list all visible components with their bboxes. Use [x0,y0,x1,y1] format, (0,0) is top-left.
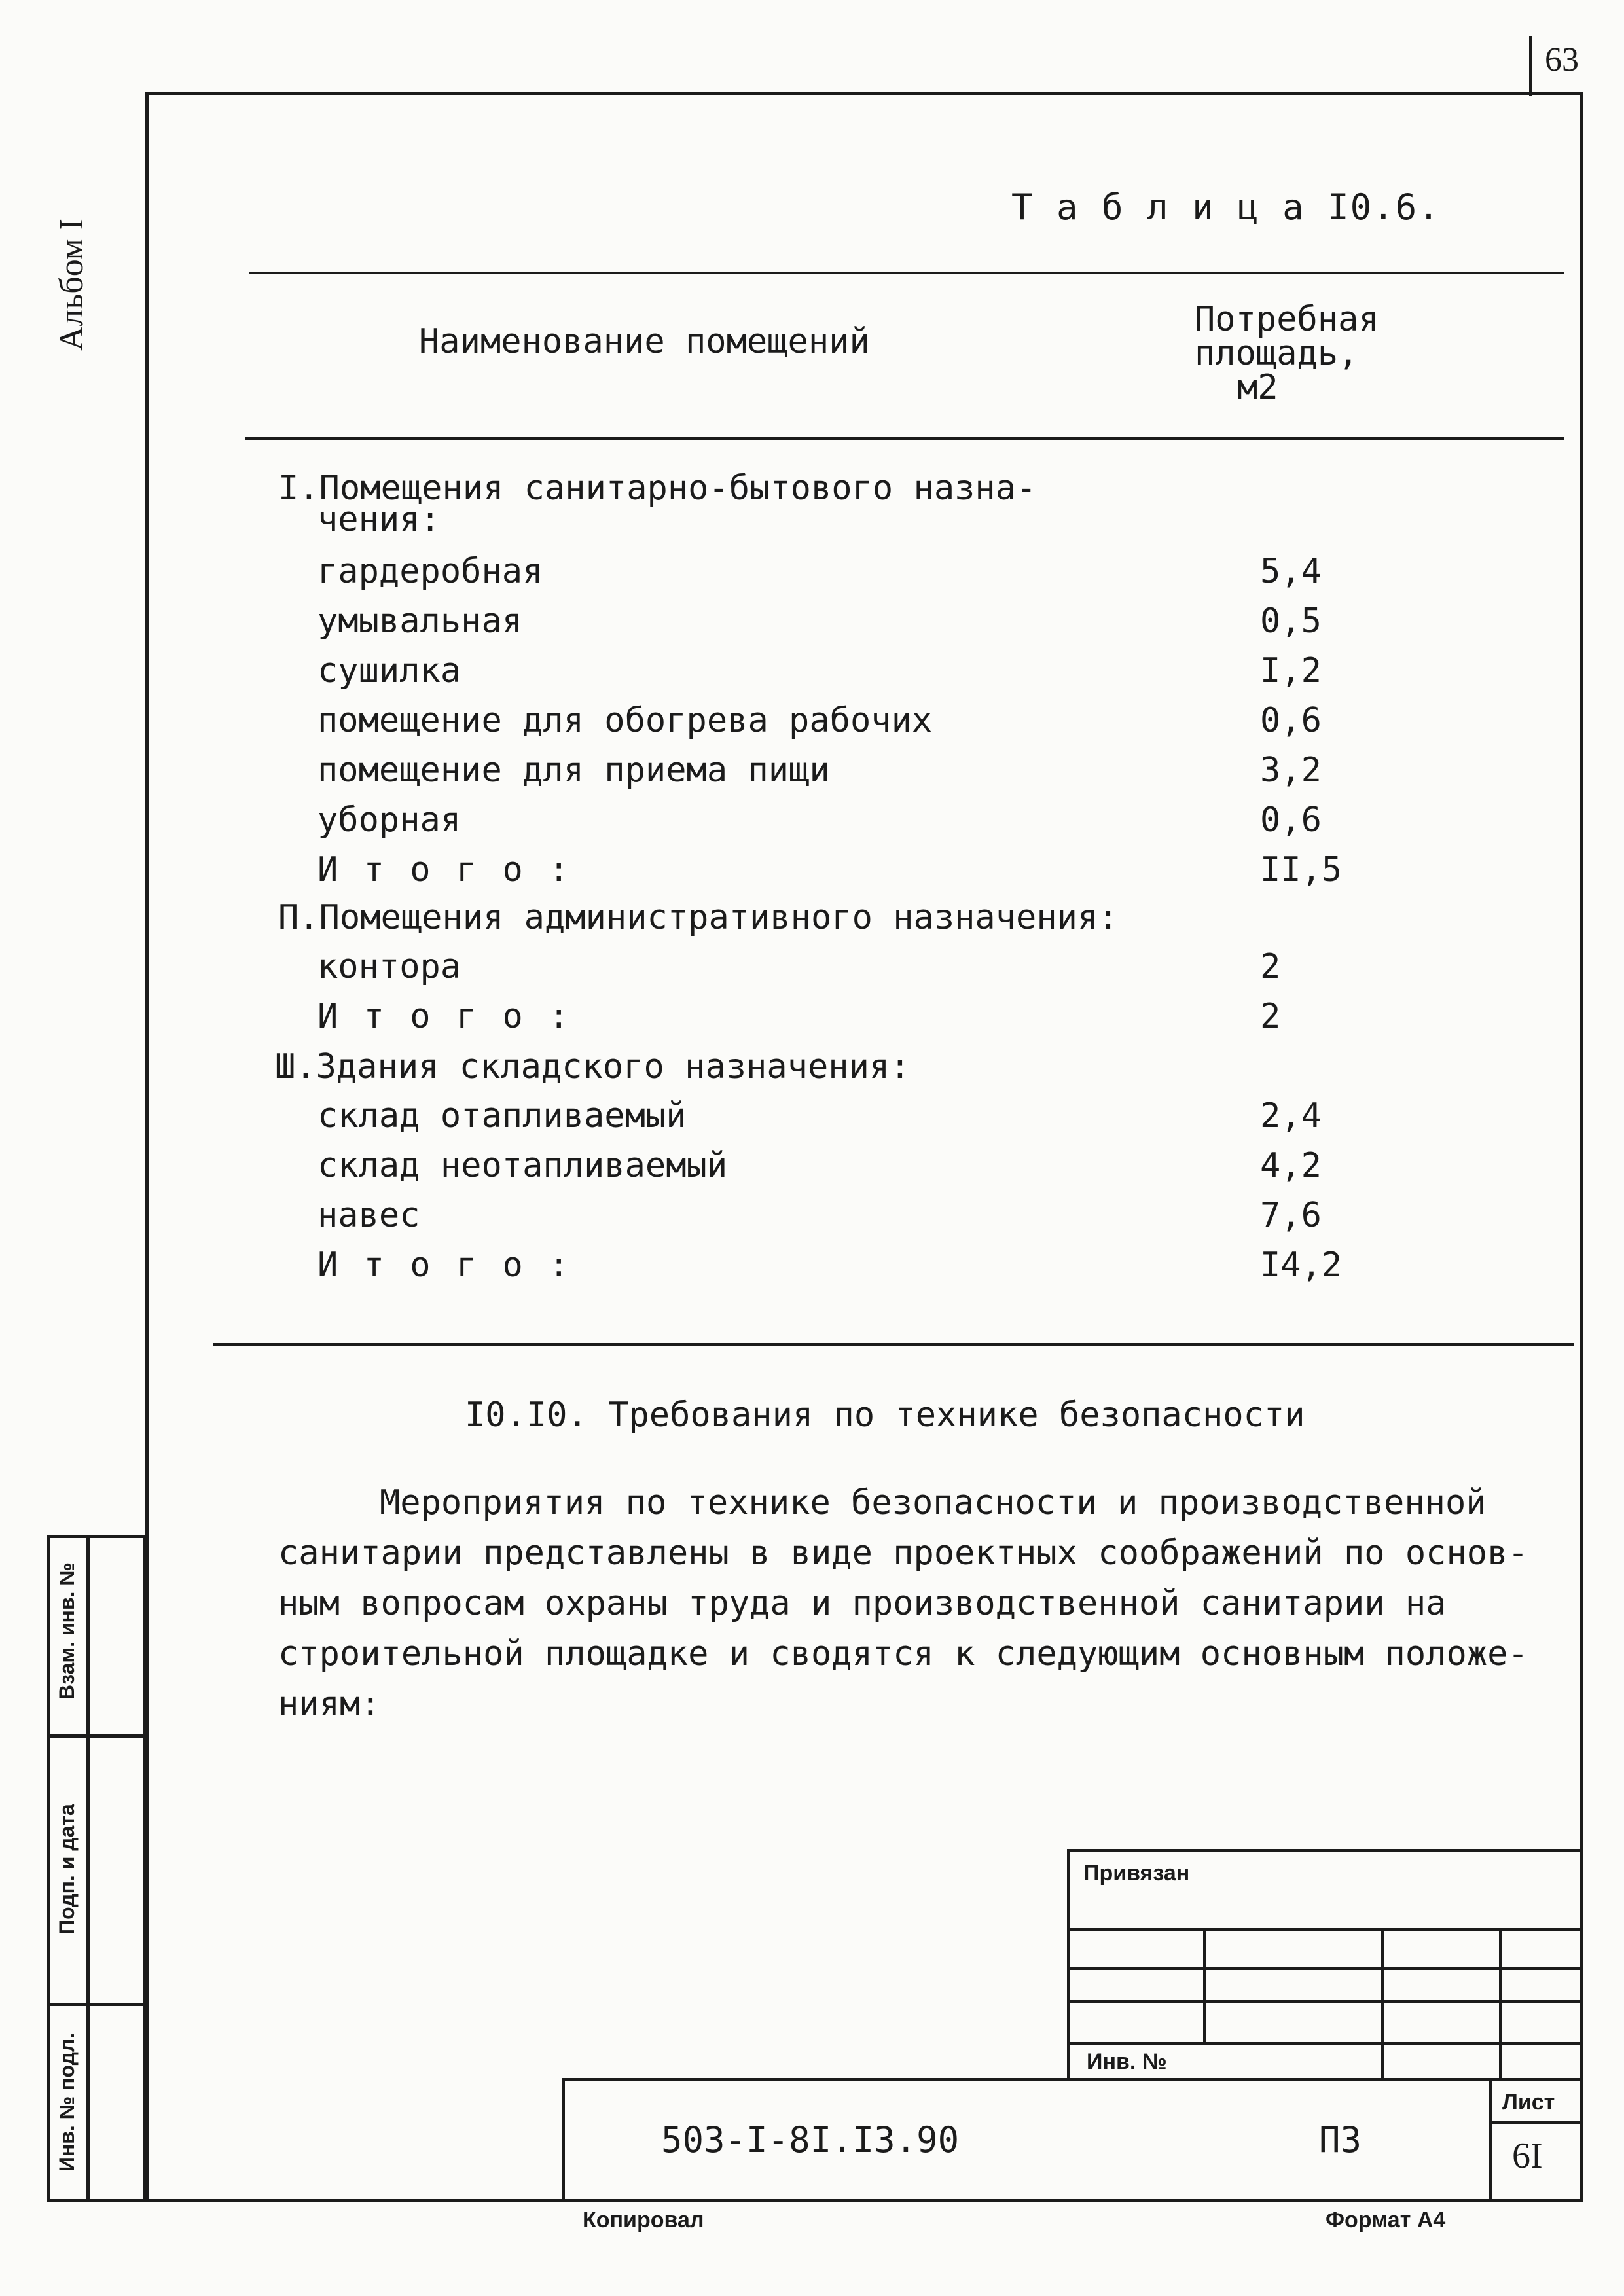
table-row-total-value: II,5 [1260,850,1343,889]
table-row-name: гардеробная [317,552,543,591]
sheet-cell-rule [1489,2121,1583,2124]
stamp-podp-data: Подп. и дата [55,1804,79,1935]
section-heading: I0.I0. Требования по технике безопасности [465,1395,1305,1435]
table-row-value: 3,2 [1260,751,1322,790]
paragraph-line: ным вопросам охраны труда и производственной санитарии на [278,1584,1447,1623]
sheet-number: 6I [1512,2136,1543,2176]
page-number-rule [1529,36,1532,96]
stamp-inv-podl: Инв. № подл. [55,2032,79,2172]
title-block-rule [1067,1967,1583,1970]
section-2-title: П.Помещения административного назначения: [278,898,1119,937]
table-bottom-rule [213,1343,1574,1346]
table-row-name: помещение для обогрева рабочих [317,701,933,740]
table-row-total: И т о г о : [317,997,572,1036]
table-row-value: I,2 [1260,651,1322,691]
section-3-title: Ш.Здания складского назначения: [275,1047,911,1086]
title-block-col-rule [1381,1928,1384,2081]
table-row-value: 0,5 [1260,601,1322,641]
privyazan-label: Привязан [1083,1861,1190,1886]
table-row-total-value: 2 [1260,997,1281,1036]
title-block-col-rule [1203,1928,1206,2042]
table-row-value: 7,6 [1260,1196,1322,1235]
table-row-name: сушилка [317,651,461,691]
title-block-rule [1067,2000,1583,2003]
table-row-total: И т о г о : [317,1246,572,1285]
paragraph-line: строительной площадке и сводятся к следующим основным положе- [278,1634,1528,1674]
header-col-area-line1: Потребная [1195,300,1379,339]
table-row-name: помещение для приема пищи [317,751,830,790]
sheet-label: Лист [1502,2090,1555,2115]
footer-copied: Копировал [583,2208,704,2233]
doc-type: ПЗ [1319,2119,1362,2161]
table-row-total: И т о г о : [317,850,572,889]
left-stamp-row-rule [47,1734,147,1738]
header-col-area-line2: площадь, [1195,334,1359,373]
section-1-title-cont: чения: [317,500,441,539]
table-row-name: склад неотапливаемый [317,1146,728,1185]
table-header-rule [245,437,1564,440]
paragraph-line: Мероприятия по технике безопасности и производственной [380,1483,1487,1522]
section-1-title: I.Помещения санитарно-бытового назна- [278,469,1037,508]
footer-format: Формат А4 [1326,2208,1446,2233]
table-row-total-value: I4,2 [1260,1246,1343,1285]
title-block-col-rule [1499,1928,1502,2081]
left-stamp-divider [86,1535,90,2202]
header-col-name: Наименование помещений [419,322,870,361]
table-row-name: умывальная [317,601,523,641]
table-row-name: склад отапливаемый [317,1096,687,1136]
table-top-rule [249,272,1564,274]
title-block-rule [1067,2042,1583,2045]
doc-code: 503-I-8I.I3.90 [661,2119,960,2161]
album-label: Альбом I [53,219,90,351]
stamp-vzam-inv: Взам. инв. № [55,1562,79,1700]
table-row-value: 4,2 [1260,1146,1322,1185]
table-row-value: 0,6 [1260,701,1322,740]
paragraph-line: ниям: [278,1685,381,1724]
page-number: 63 [1545,41,1579,79]
header-col-area-line3: м2 [1237,368,1278,407]
table-row-value: 0,6 [1260,800,1322,840]
inv-no-label: Инв. № [1087,2049,1167,2074]
table-caption: Т а б л и ц а I0.6. [1011,187,1441,228]
paragraph-line: санитарии представлены в виде проектных соображений по основ- [278,1534,1528,1573]
frame-top [145,92,1583,95]
sheet-cell-divider [1489,2078,1492,2202]
table-row-name: навес [317,1196,420,1235]
table-row-name: уборная [317,800,461,840]
table-row-value: 5,4 [1260,552,1322,591]
table-row-name: контора [317,947,461,986]
title-block-rule [1067,1928,1583,1931]
table-row-value: 2 [1260,947,1281,986]
table-row-value: 2,4 [1260,1096,1322,1136]
